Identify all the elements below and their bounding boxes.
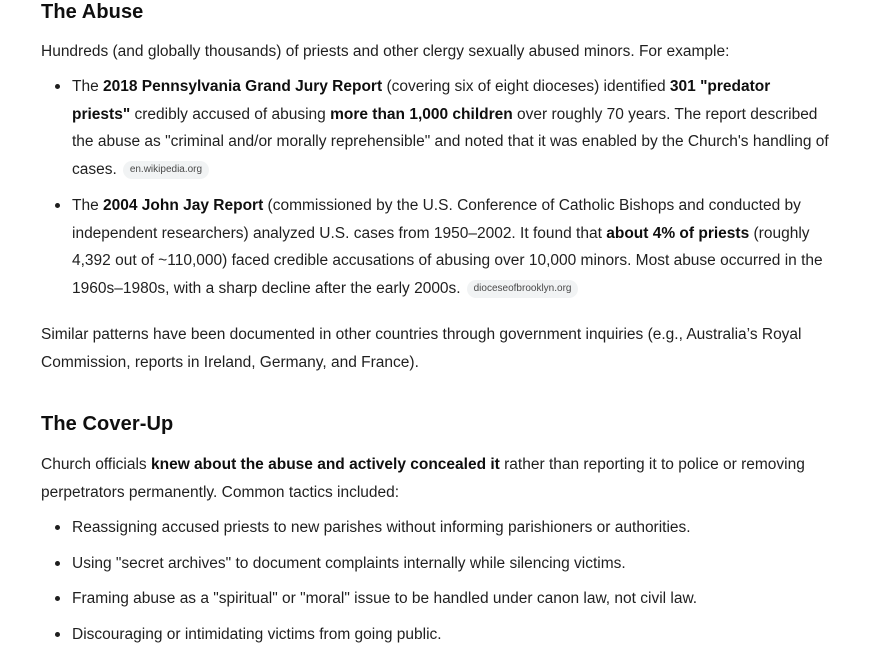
citation-chip-dioceseofbrooklyn[interactable]: dioceseofbrooklyn.org (467, 280, 579, 298)
section-heading-abuse: The Abuse (41, 1, 144, 23)
text-span: Church officials (41, 456, 151, 473)
list-item: Framing abuse as a "spiritual" or "moral" issue to be handled under canon law, not civil law. (41, 585, 831, 613)
bold-text: more than 1,000 children (330, 105, 513, 123)
text-span: The (72, 78, 104, 95)
cover-up-tactics-list (41, 514, 831, 648)
list-item: Discouraging or intimidating victims from going public. (41, 621, 831, 649)
list-item: Reassigning accused priests to new parishes without informing parishioners or authorities. (41, 514, 831, 542)
text-span: (roughly 4,392 out of ~110,000) faced credible accusations of abusing over 10,000 minors. Most abuse occurred in the 1960s–1980s, with a sharp decline after the early 2000s. (72, 224, 823, 297)
section-heading-cover-up: The Cover-Up (41, 413, 174, 435)
cover-up-intro-paragraph (41, 451, 831, 507)
text-span: rather than reporting it to police or removing perpetrators permanently. Common tactics included: (41, 456, 805, 501)
text-span: (commissioned by the U.S. Conference of Catholic Bishops and conducted by independent researchers) analyzed U.S. cases from 1950–2002. It found that (72, 197, 801, 242)
abuse-intro-paragraph: Hundreds (and globally thousands) of priests and other clergy sexually abused minors. For example: (41, 43, 730, 60)
list-item: Using "secret archives" to document complaints internally while silencing victims. (41, 550, 831, 578)
bold-text: about 4% of priests (606, 224, 750, 242)
bold-text: 2004 John Jay Report (103, 197, 264, 214)
similar-patterns-paragraph: Similar patterns have been documented in other countries through government inquiries (e.g., Australia’s Royal Commission, reports in Ireland, Germany, and France). (41, 326, 802, 371)
text-span: The (72, 197, 104, 214)
bold-text: 301 "predator priests" (72, 78, 771, 123)
abuse-examples-list (41, 73, 831, 302)
list-item-john-jay-report (41, 192, 831, 302)
bold-text: 2018 Pennsylvania Grand Jury Report (103, 78, 383, 95)
text-span: (covering six of eight dioceses) identified (382, 78, 670, 95)
citation-chip-wikipedia[interactable]: en.wikipedia.org (123, 161, 209, 179)
text-span: over roughly 70 years. The report described the abuse as "criminal and/or morally reprehensible" and noted that it was enabled by the Church's handling of cases. (72, 105, 829, 178)
bold-text: knew about the abuse and actively concealed it (150, 456, 500, 473)
list-item-pennsylvania-report (41, 73, 831, 183)
text-span: credibly accused of abusing (130, 105, 331, 123)
